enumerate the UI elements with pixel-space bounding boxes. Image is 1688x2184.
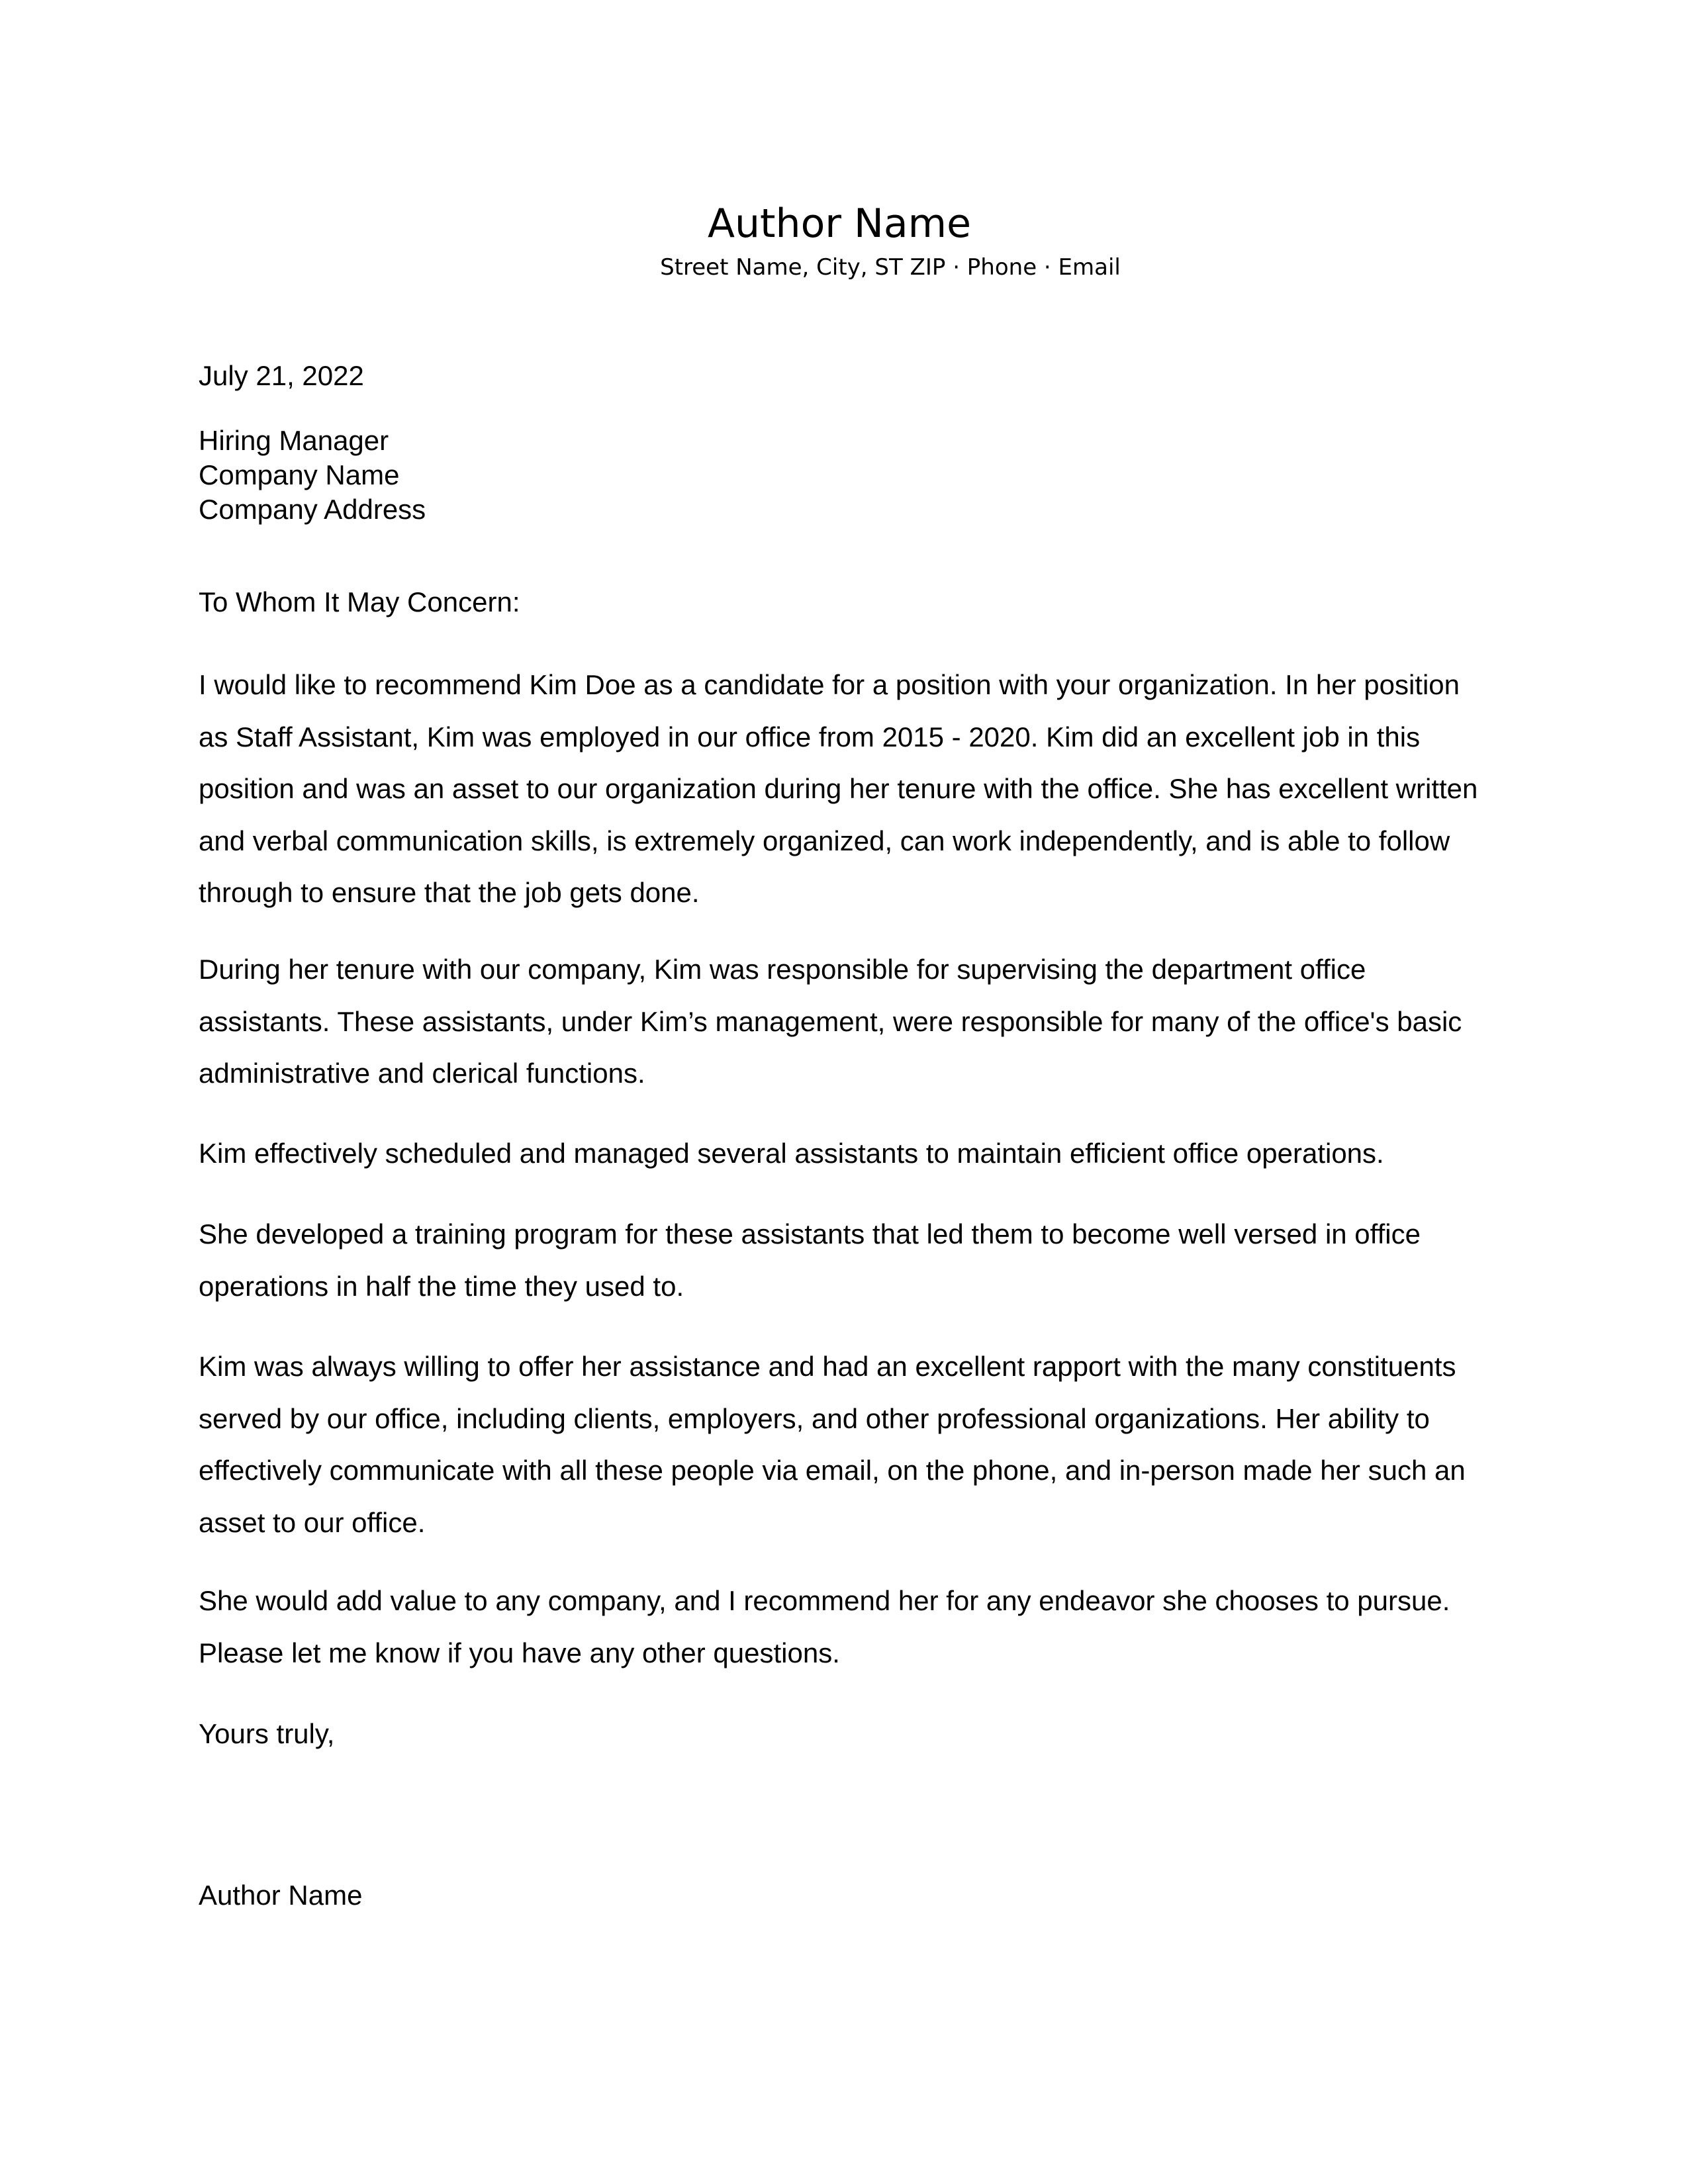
signature-name: Author Name <box>199 1880 363 1911</box>
body-paragraph-2: During her tenure with our company, Kim was responsible for supervising the department office assistants. These assistants, under Kim’s management, were responsible for many of the office's basic administrative and clerical functions. <box>199 954 1462 1089</box>
body-paragraph-4: She developed a training program for these assistants that led them to become well versed in office operations in half the time they used to. <box>199 1218 1421 1302</box>
letterhead <box>0 200 1688 282</box>
recipient-title: Hiring Manager <box>199 425 389 456</box>
closing-line: Yours truly, <box>199 1718 335 1749</box>
body-paragraph-1: I would like to recommend Kim Doe as a candidate for a position with your organization. In her position as Staff Assistant, Kim was employed in our office from 2015 - 2020. Kim did an excellent job in this position and was an asset to our organization during her tenure with the office. She has excellent written and verbal communication skills, is extremely organized, can work independently, and is able to follow through to ensure that the job gets done. <box>199 669 1478 908</box>
recipient-address: Company Address <box>199 494 426 525</box>
salutation: To Whom It May Concern: <box>199 586 520 617</box>
body-paragraph-5: Kim was always willing to offer her assistance and had an excellent rapport with the many constituents served by our office, including clients, employers, and other professional organizations. Her ability to effectively communicate with all these people via email, on the phone, and in-person made her such an asset to our office. <box>199 1351 1466 1538</box>
letterhead-author-name: Author Name <box>707 201 972 247</box>
letterhead-contact-line: Street Name, City, ST ZIP · Phone · Email <box>660 254 1121 281</box>
body-paragraph-3: Kim effectively scheduled and managed several assistants to maintain efficient office operations. <box>199 1138 1384 1169</box>
recipient-address-block <box>199 424 1496 527</box>
recipient-company: Company Name <box>199 459 400 490</box>
letter-date: July 21, 2022 <box>199 360 364 391</box>
body-paragraph-6: She would add value to any company, and I recommend her for any endeavor she chooses to pursue. Please let me know if you have any other questions. <box>199 1585 1450 1668</box>
